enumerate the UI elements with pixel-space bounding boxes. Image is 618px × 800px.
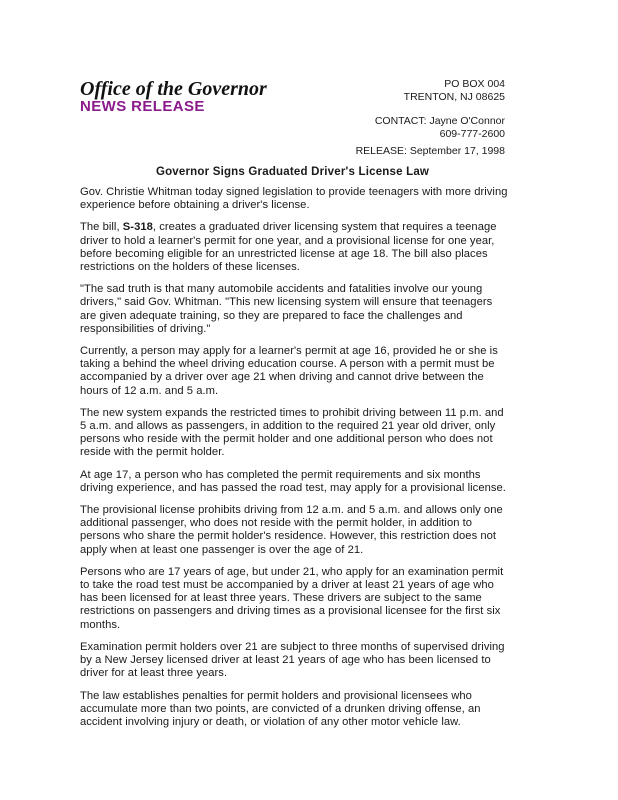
contact-block	[375, 78, 505, 141]
paragraph: "The sad truth is that many automobile accidents and fatalities involve our young drivers," said Gov. Whitman. "This new licensing system will ensure that teenagers are given adequate training, so they are prepared to face the challenges and responsibilities of driving."	[80, 283, 493, 335]
contact-phone: 609-777-2600	[439, 128, 505, 140]
paragraph-prefix: The bill,	[80, 221, 123, 234]
article-body	[80, 186, 510, 738]
headline: Governor Signs Graduated Driver's License Law	[155, 166, 430, 178]
paragraph: Examination permit holders over 21 are subject to three months of supervised driving by a New Jersey licensed driver at least 21 years of age who has been licensed to driver for at least three years.	[80, 640, 505, 680]
paragraph: Gov. Christie Whitman today signed legislation to provide teenagers with more driving experience before obtaining a driver's license.	[80, 186, 508, 212]
paragraph: Currently, a person may apply for a learner's permit at age 16, provided he or she is taking a behind the wheel driving education course. A person with a permit must be accompanied by a driver over age 21 when driving and cannot drive between the hours of 12 a.m. and 5 a.m.	[80, 345, 498, 397]
contact-gap	[375, 104, 505, 115]
news-release-label: NEWS RELEASE	[80, 98, 205, 115]
po-box: PO BOX 004	[444, 78, 505, 90]
paragraph-text: , creates a graduated driver licensing system that requires a teenage driver to hold a learner's permit for one year, and a provisional license for one year, before becoming eligible for an unrestricted license at age 18. The bill also places restrictions on the holders of these licenses.	[80, 221, 497, 274]
release-date: RELEASE: September 17, 1998	[355, 145, 505, 157]
paragraph: The provisional license prohibits driving from 12 a.m. and 5 a.m. and allows only one additional passenger, who does not reside with the permit holder, in addition to persons who share the permit holder's residence. However, this restriction does not apply when at least one passenger is over the age of 21.	[80, 504, 503, 556]
paragraph	[80, 221, 510, 274]
bill-number: S-318	[122, 221, 153, 234]
paragraph: Persons who are 17 years of age, but under 21, who apply for an examination permit to take the road test must be accompanied by a driver at least 21 years of age who has been licensed for at least three years. These drivers are subject to the same restrictions on passengers and driving times as a provisional licensee for the first six months.	[80, 565, 504, 631]
office-title: Office of the Governor	[80, 78, 267, 100]
paragraph: The law establishes penalties for permit holders and provisional licensees who accumulate more than two points, are convicted of a drunken driving offense, an accident involving injury or death, or violation of any other motor vehicle law.	[80, 689, 481, 728]
paragraph: The new system expands the restricted times to prohibit driving between 11 p.m. and 5 a.m. and allows as passengers, in addition to the required 21 year old driver, only persons who reside with the permit holder and one additional person who does not reside with the permit holder.	[80, 406, 504, 459]
contact-name: CONTACT: Jayne O'Connor	[374, 115, 505, 127]
paragraph: At age 17, a person who has completed the permit requirements and six months driving experience, and has passed the road test, may apply for a provisional license.	[80, 468, 506, 494]
city-zip: TRENTON, NJ 08625	[403, 91, 505, 103]
